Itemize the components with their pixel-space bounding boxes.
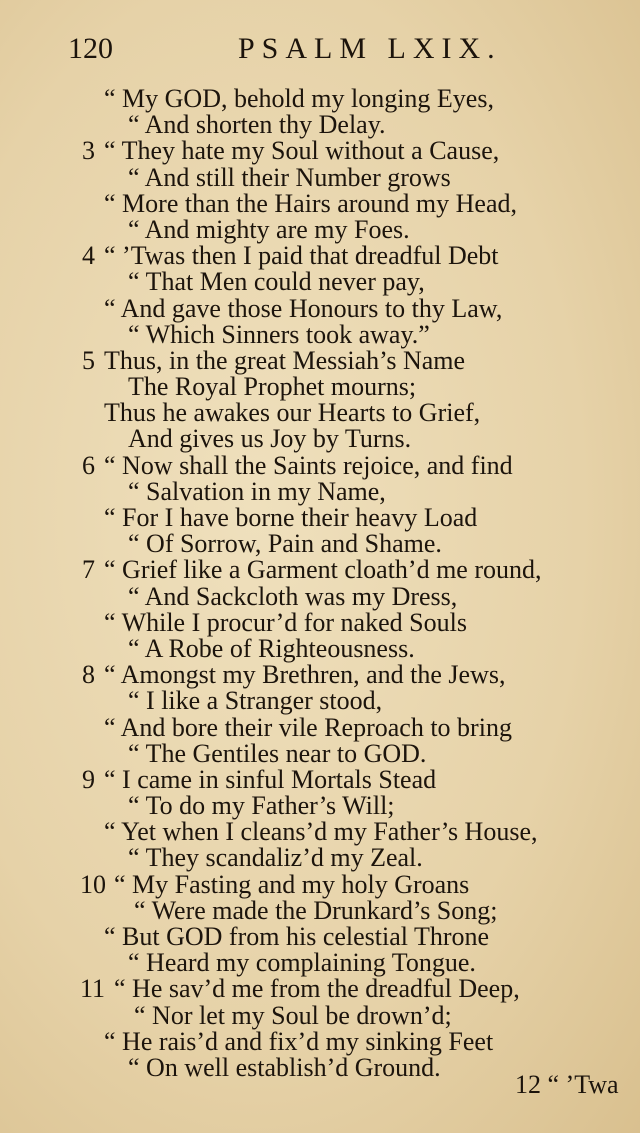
verse-line (0, 138, 640, 164)
verse-number: 6 (82, 450, 95, 480)
verse-line (0, 426, 640, 452)
verse-text: “ Grief like a Garment cloath’d me round, (104, 555, 542, 585)
verse-text: “ And bore their vile Reproach to bring (104, 712, 512, 742)
verse-line (0, 374, 640, 400)
verse-line (0, 633, 640, 663)
psalm-verses (0, 86, 640, 1081)
verse-text: “ He sav’d me from the dreadful Deep, (114, 974, 520, 1004)
verse-text: “ And mighty are my Foes. (128, 214, 410, 244)
verse-line (0, 450, 640, 480)
verse-text: “ Salvation in my Name, (128, 476, 386, 506)
verse-line (0, 924, 640, 950)
verse-text: “ Heard my complaining Tongue. (128, 948, 476, 978)
verse-number: 10 (80, 869, 106, 899)
verse-line (0, 738, 640, 768)
verse-text: “ I came in sinful Mortals Stead (104, 764, 437, 794)
catchword: 12 “ ’Twa (515, 1070, 619, 1099)
verse-number: 7 (82, 555, 95, 585)
verse-line (0, 1000, 640, 1030)
verse-line (0, 662, 640, 688)
verse-line (0, 400, 640, 426)
verse-text: “ That Men could never pay, (128, 267, 425, 297)
verse-text: “ ’Twas then I paid that dreadful Debt (104, 241, 499, 271)
verse-line (0, 845, 640, 871)
verse-text: “ On well establish’d Ground. (128, 1052, 441, 1082)
verse-line (0, 950, 640, 976)
verse-line (0, 162, 640, 192)
verse-line (0, 269, 640, 295)
verse-text: “ More than the Hairs around my Head, (104, 188, 517, 218)
verse-text: “ And shorten thy Delay. (128, 110, 386, 140)
verse-text: “ Which Sinners took away.” (128, 319, 430, 349)
verse-text: “ Of Sorrow, Pain and Shame. (128, 529, 442, 559)
running-title: PSALM LXIX. (238, 32, 502, 65)
verse-line (0, 1026, 640, 1056)
verse-text: “ A Robe of Righteousness. (128, 633, 415, 663)
verse-text: “ And Sackcloth was my Dress, (128, 581, 458, 611)
verse-line (0, 581, 640, 611)
verse-text: And gives us Joy by Turns. (128, 424, 412, 454)
verse-line (0, 712, 640, 742)
verse-text: “ Nor let my Soul be drown’d; (134, 1000, 452, 1030)
verse-number: 5 (82, 345, 95, 375)
verse-line (0, 319, 640, 349)
verse-line (0, 793, 640, 819)
verse-line (0, 976, 640, 1002)
verse-text: “ My GOD, behold my longing Eyes, (104, 84, 494, 113)
page-header (0, 32, 640, 72)
verse-text: “ For I have borne their heavy Load (104, 503, 478, 532)
page-number: 120 (68, 32, 113, 65)
verse-line (0, 869, 640, 899)
verse-line (0, 345, 640, 375)
verse-number: 4 (82, 241, 95, 271)
verse-line (0, 557, 640, 583)
verse-line (0, 188, 640, 218)
verse-text: “ Now shall the Saints rejoice, and find (104, 450, 513, 480)
verse-text: “ And still their Number grows (128, 162, 451, 192)
verse-line (0, 688, 640, 714)
verse-text: Thus, in the great Messiah’s Name (104, 345, 466, 375)
verse-text: “ Amongst my Brethren, and the Jews, (104, 660, 506, 690)
verse-text: “ I like a Stranger stood, (128, 686, 383, 716)
verse-line (0, 764, 640, 794)
verse-line (0, 819, 640, 845)
verse-line (0, 214, 640, 244)
verse-number: 3 (82, 136, 95, 166)
verse-line (0, 293, 640, 323)
verse-text: Thus he awakes our Hearts to Grief, (104, 398, 481, 428)
verse-text: “ But GOD from his celestial Throne (104, 922, 490, 951)
verse-text: “ They scandaliz’d my Zeal. (128, 843, 423, 873)
verse-text: “ The Gentiles near to GOD. (128, 738, 427, 768)
verse-text: “ Were made the Drunkard’s Song; (134, 895, 498, 925)
verse-line (0, 86, 640, 112)
verse-line (0, 243, 640, 269)
verse-line (0, 476, 640, 506)
verse-text: “ Yet when I cleans’d my Father’s House, (104, 817, 538, 847)
verse-line (0, 607, 640, 637)
verse-line (0, 112, 640, 138)
verse-text: “ And gave those Honours to thy Law, (104, 293, 503, 323)
verse-number: 11 (80, 974, 106, 1004)
verse-line (0, 895, 640, 925)
verse-text: “ He rais’d and fix’d my sinking Feet (104, 1026, 494, 1056)
verse-text: “ While I procur’d for naked Souls (104, 607, 467, 637)
verse-text: “ To do my Father’s Will; (128, 791, 395, 821)
verse-number: 9 (82, 764, 95, 794)
verse-line (0, 505, 640, 531)
verse-number: 8 (82, 660, 95, 690)
verse-text: The Royal Prophet mourns; (128, 372, 417, 402)
verse-text: “ They hate my Soul without a Cause, (104, 136, 500, 166)
verse-line (0, 531, 640, 557)
verse-text: “ My Fasting and my holy Groans (114, 869, 470, 899)
